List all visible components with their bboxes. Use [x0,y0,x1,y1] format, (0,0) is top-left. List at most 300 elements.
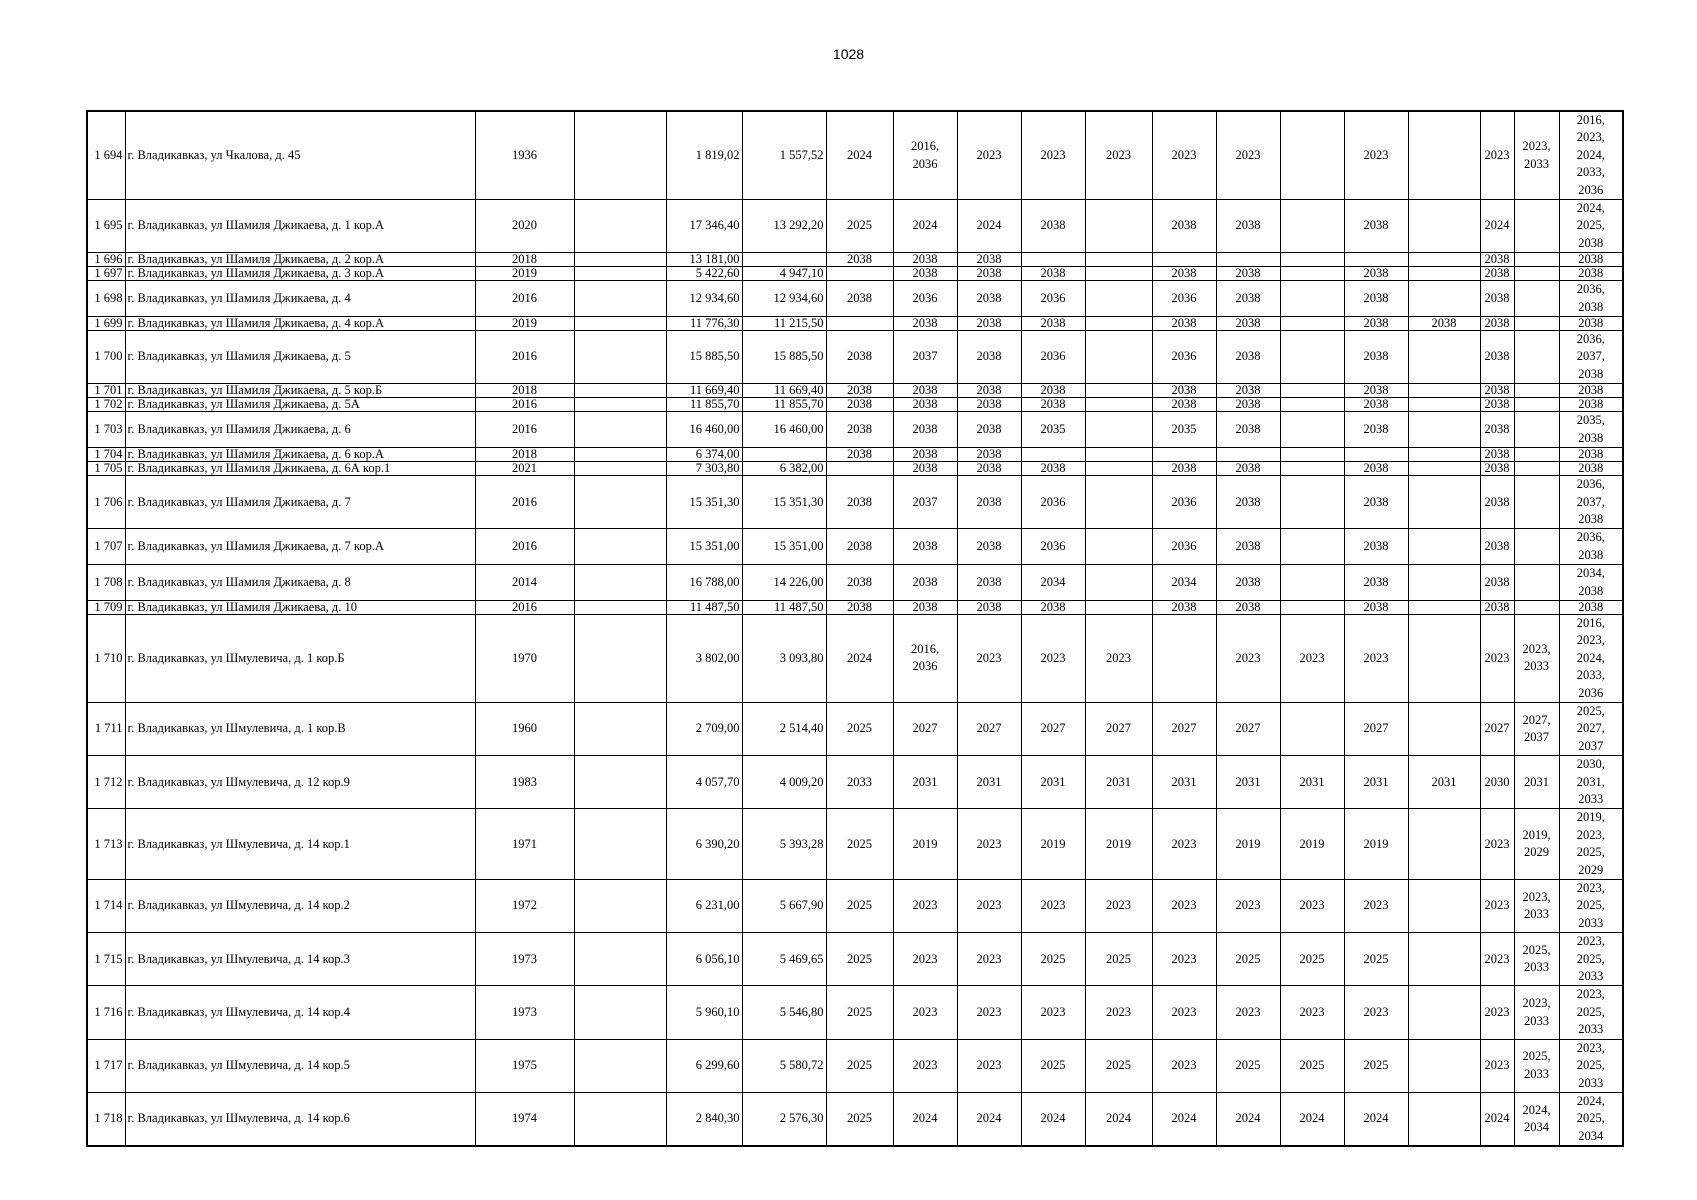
year-cell-6: 2023 [1152,111,1216,200]
year-cell-3: 2038 [957,565,1021,601]
year-cell-10 [1408,702,1480,755]
year-cell-13: 2038 [1559,462,1623,476]
year-cell-5 [1085,412,1152,448]
row-number: 1 697 [87,267,125,281]
year-cell-12: 2025, 2033 [1514,1039,1559,1092]
year-cell-13: 2036, 2038 [1559,281,1623,317]
empty-cell [574,1039,666,1092]
address-cell: г. Владикавказ, ул Шмулевича, д. 12 кор.9 [125,756,475,809]
year-cell-9: 2038 [1344,200,1408,253]
year-built-cell: 2019 [475,267,574,281]
year-cell-2: 2016, 2036 [893,614,957,702]
year-cell-1 [826,267,893,281]
address-cell: г. Владикавказ, ул Шмулевича, д. 1 кор.Б [125,614,475,702]
year-cell-2: 2024 [893,200,957,253]
living-area-cell [742,253,826,267]
year-cell-4: 2036 [1021,331,1085,384]
table-row [87,809,1623,880]
year-cell-5 [1085,448,1152,462]
year-cell-3: 2023 [957,933,1021,986]
year-cell-2: 2036 [893,281,957,317]
year-cell-7: 2023 [1216,111,1280,200]
total-area-cell: 15 351,30 [666,476,742,529]
year-cell-8: 2023 [1280,880,1344,933]
year-cell-12 [1514,267,1559,281]
living-area-cell: 4 009,20 [742,756,826,809]
row-number: 1 714 [87,880,125,933]
year-built-cell: 2019 [475,317,574,331]
year-cell-10 [1408,1092,1480,1146]
year-cell-7: 2038 [1216,200,1280,253]
year-cell-6: 2031 [1152,756,1216,809]
address-cell: г. Владикавказ, ул Шмулевича, д. 14 кор.6 [125,1092,475,1146]
year-cell-2: 2024 [893,1092,957,1146]
year-cell-2: 2038 [893,384,957,398]
year-cell-11: 2027 [1480,702,1514,755]
empty-cell [574,448,666,462]
year-cell-4: 2035 [1021,412,1085,448]
year-cell-4: 2023 [1021,880,1085,933]
year-cell-2: 2038 [893,317,957,331]
year-cell-4: 2036 [1021,476,1085,529]
year-cell-12 [1514,462,1559,476]
year-cell-3: 2038 [957,317,1021,331]
year-cell-1: 2025 [826,933,893,986]
year-cell-2: 2023 [893,933,957,986]
address-cell: г. Владикавказ, ул Шамиля Джикаева, д. 6 кор.А [125,448,475,462]
total-area-cell: 5 422,60 [666,267,742,281]
year-cell-8 [1280,267,1344,281]
year-cell-5 [1085,529,1152,565]
year-cell-3: 2023 [957,111,1021,200]
year-cell-9: 2025 [1344,1039,1408,1092]
year-cell-5: 2027 [1085,702,1152,755]
year-cell-8 [1280,462,1344,476]
year-cell-9: 2038 [1344,462,1408,476]
total-area-cell: 15 885,50 [666,331,742,384]
table-row [87,384,1623,398]
year-cell-8: 2019 [1280,809,1344,880]
address-cell: г. Владикавказ, ул Шамиля Джикаева, д. 2 кор.А [125,253,475,267]
living-area-cell: 4 947,10 [742,267,826,281]
year-cell-5: 2023 [1085,986,1152,1039]
year-cell-9: 2023 [1344,111,1408,200]
table-row [87,1092,1623,1146]
year-cell-3: 2024 [957,1092,1021,1146]
total-area-cell: 16 460,00 [666,412,742,448]
year-cell-13: 2030, 2031, 2033 [1559,756,1623,809]
total-area-cell: 15 351,00 [666,529,742,565]
row-number: 1 707 [87,529,125,565]
year-cell-8 [1280,317,1344,331]
year-cell-8 [1280,412,1344,448]
year-cell-1: 2024 [826,111,893,200]
year-cell-11: 2038 [1480,412,1514,448]
year-cell-5 [1085,384,1152,398]
year-cell-11: 2038 [1480,267,1514,281]
year-cell-10 [1408,809,1480,880]
year-cell-8 [1280,476,1344,529]
address-cell: г. Владикавказ, ул Шамиля Джикаева, д. 4 кор.А [125,317,475,331]
year-cell-11: 2038 [1480,331,1514,384]
year-cell-13: 2038 [1559,317,1623,331]
year-cell-3: 2038 [957,476,1021,529]
year-built-cell: 2016 [475,476,574,529]
address-cell: г. Владикавказ, ул Чкалова, д. 45 [125,111,475,200]
year-cell-12 [1514,384,1559,398]
year-cell-6: 2038 [1152,200,1216,253]
table-row [87,565,1623,601]
year-cell-9: 2038 [1344,600,1408,614]
year-cell-4: 2036 [1021,281,1085,317]
year-cell-6: 2023 [1152,880,1216,933]
year-cell-13: 2023, 2025, 2033 [1559,986,1623,1039]
table-row [87,1039,1623,1092]
year-cell-13: 2038 [1559,600,1623,614]
year-cell-12 [1514,200,1559,253]
year-cell-13: 2023, 2025, 2033 [1559,880,1623,933]
year-cell-4: 2025 [1021,933,1085,986]
year-cell-6: 2034 [1152,565,1216,601]
living-area-cell: 11 215,50 [742,317,826,331]
year-cell-5: 2025 [1085,933,1152,986]
address-cell: г. Владикавказ, ул Шамиля Джикаева, д. 5 кор.Б [125,384,475,398]
year-cell-8 [1280,281,1344,317]
table-row [87,880,1623,933]
year-cell-6: 2035 [1152,412,1216,448]
year-cell-1: 2025 [826,880,893,933]
total-area-cell: 6 056,10 [666,933,742,986]
year-cell-4: 2025 [1021,1039,1085,1092]
year-cell-6: 2038 [1152,384,1216,398]
year-cell-3: 2024 [957,200,1021,253]
year-cell-13: 2024, 2025, 2034 [1559,1092,1623,1146]
year-cell-12 [1514,331,1559,384]
year-cell-10 [1408,933,1480,986]
row-number: 1 698 [87,281,125,317]
year-cell-11: 2038 [1480,317,1514,331]
year-cell-1: 2024 [826,614,893,702]
address-cell: г. Владикавказ, ул Шамиля Джикаева, д. 1 кор.А [125,200,475,253]
register-body [87,111,1623,1146]
empty-cell [574,111,666,200]
year-cell-1: 2025 [826,809,893,880]
year-cell-2: 2038 [893,398,957,412]
year-cell-3: 2023 [957,986,1021,1039]
year-cell-11: 2023 [1480,933,1514,986]
year-cell-5: 2023 [1085,880,1152,933]
row-number: 1 702 [87,398,125,412]
year-cell-3: 2038 [957,462,1021,476]
year-cell-4: 2034 [1021,565,1085,601]
year-cell-12: 2024, 2034 [1514,1092,1559,1146]
year-cell-4: 2019 [1021,809,1085,880]
year-cell-6: 2038 [1152,398,1216,412]
year-cell-13: 2016, 2023, 2024, 2033, 2036 [1559,614,1623,702]
table-row [87,476,1623,529]
empty-cell [574,398,666,412]
year-cell-1: 2038 [826,331,893,384]
empty-cell [574,600,666,614]
year-cell-2: 2019 [893,809,957,880]
year-cell-2: 2016, 2036 [893,111,957,200]
year-cell-3: 2023 [957,880,1021,933]
year-cell-5: 2023 [1085,614,1152,702]
year-cell-9: 2027 [1344,702,1408,755]
year-cell-12 [1514,281,1559,317]
year-cell-3: 2038 [957,412,1021,448]
year-built-cell: 2016 [475,281,574,317]
empty-cell [574,986,666,1039]
address-cell: г. Владикавказ, ул Шмулевича, д. 14 кор.2 [125,880,475,933]
year-cell-10 [1408,614,1480,702]
table-row [87,614,1623,702]
living-area-cell: 16 460,00 [742,412,826,448]
empty-cell [574,412,666,448]
table-row [87,448,1623,462]
empty-cell [574,880,666,933]
year-cell-13: 2036, 2037, 2038 [1559,331,1623,384]
year-cell-7: 2038 [1216,281,1280,317]
year-cell-4: 2023 [1021,986,1085,1039]
year-cell-4 [1021,253,1085,267]
year-cell-4: 2038 [1021,600,1085,614]
year-cell-7: 2025 [1216,1039,1280,1092]
empty-cell [574,200,666,253]
year-cell-3: 2023 [957,614,1021,702]
year-cell-8: 2025 [1280,1039,1344,1092]
table-row [87,462,1623,476]
address-cell: г. Владикавказ, ул Шмулевича, д. 14 кор.5 [125,1039,475,1092]
year-cell-12: 2027, 2037 [1514,702,1559,755]
year-cell-3: 2038 [957,384,1021,398]
year-cell-10 [1408,476,1480,529]
row-number: 1 717 [87,1039,125,1092]
year-cell-4: 2031 [1021,756,1085,809]
year-cell-7: 2038 [1216,476,1280,529]
year-cell-2: 2038 [893,448,957,462]
total-area-cell: 11 776,30 [666,317,742,331]
empty-cell [574,809,666,880]
year-cell-9: 2038 [1344,281,1408,317]
year-cell-6: 2036 [1152,476,1216,529]
living-area-cell: 13 292,20 [742,200,826,253]
total-area-cell: 5 960,10 [666,986,742,1039]
year-cell-4: 2038 [1021,462,1085,476]
year-cell-10 [1408,412,1480,448]
table-row [87,253,1623,267]
year-cell-13: 2023, 2025, 2033 [1559,1039,1623,1092]
year-built-cell: 1974 [475,1092,574,1146]
year-cell-9: 2038 [1344,267,1408,281]
living-area-cell: 11 487,50 [742,600,826,614]
year-cell-7: 2023 [1216,986,1280,1039]
living-area-cell: 5 393,28 [742,809,826,880]
year-cell-1: 2038 [826,476,893,529]
empty-cell [574,614,666,702]
year-cell-1: 2038 [826,565,893,601]
year-cell-8 [1280,702,1344,755]
year-cell-9: 2038 [1344,331,1408,384]
year-cell-2: 2023 [893,1039,957,1092]
living-area-cell: 15 351,00 [742,529,826,565]
year-cell-2: 2037 [893,331,957,384]
page-number: 1028 [832,46,865,62]
year-cell-13: 2023, 2025, 2033 [1559,933,1623,986]
living-area-cell: 12 934,60 [742,281,826,317]
total-area-cell: 6 231,00 [666,880,742,933]
row-number: 1 708 [87,565,125,601]
year-cell-6: 2038 [1152,267,1216,281]
year-cell-13: 2038 [1559,384,1623,398]
empty-cell [574,384,666,398]
year-cell-9: 2038 [1344,529,1408,565]
year-cell-1: 2038 [826,412,893,448]
year-cell-7: 2031 [1216,756,1280,809]
table-row [87,529,1623,565]
living-area-cell: 15 885,50 [742,331,826,384]
year-cell-2: 2038 [893,253,957,267]
year-cell-11: 2024 [1480,200,1514,253]
year-cell-8: 2023 [1280,986,1344,1039]
year-cell-9: 2038 [1344,412,1408,448]
table-row [87,317,1623,331]
living-area-cell: 5 546,80 [742,986,826,1039]
row-number: 1 694 [87,111,125,200]
year-cell-11: 2023 [1480,1039,1514,1092]
year-cell-6 [1152,614,1216,702]
year-cell-10 [1408,384,1480,398]
year-built-cell: 2016 [475,529,574,565]
year-cell-10 [1408,253,1480,267]
year-cell-12: 2023, 2033 [1514,614,1559,702]
year-cell-1: 2038 [826,253,893,267]
address-cell: г. Владикавказ, ул Шамиля Джикаева, д. 5 [125,331,475,384]
row-number: 1 712 [87,756,125,809]
total-area-cell: 6 390,20 [666,809,742,880]
year-cell-5 [1085,317,1152,331]
row-number: 1 703 [87,412,125,448]
year-built-cell: 2020 [475,200,574,253]
year-built-cell: 2016 [475,412,574,448]
year-cell-9: 2025 [1344,933,1408,986]
year-cell-6: 2027 [1152,702,1216,755]
year-cell-11: 2024 [1480,1092,1514,1146]
total-area-cell: 4 057,70 [666,756,742,809]
living-area-cell: 6 382,00 [742,462,826,476]
living-area-cell [742,448,826,462]
table-row [87,986,1623,1039]
table-row [87,267,1623,281]
year-cell-11: 2023 [1480,986,1514,1039]
year-cell-1: 2038 [826,600,893,614]
empty-cell [574,529,666,565]
year-cell-9 [1344,253,1408,267]
year-cell-5: 2023 [1085,111,1152,200]
year-cell-7: 2038 [1216,600,1280,614]
year-cell-9: 2023 [1344,880,1408,933]
year-cell-9: 2038 [1344,317,1408,331]
total-area-cell: 16 788,00 [666,565,742,601]
year-cell-12 [1514,448,1559,462]
total-area-cell: 12 934,60 [666,281,742,317]
year-cell-12 [1514,253,1559,267]
year-cell-10 [1408,200,1480,253]
year-cell-12 [1514,412,1559,448]
year-cell-1: 2025 [826,986,893,1039]
year-cell-3: 2038 [957,600,1021,614]
year-cell-4: 2038 [1021,200,1085,253]
year-cell-11: 2038 [1480,529,1514,565]
year-cell-7: 2027 [1216,702,1280,755]
year-cell-11: 2023 [1480,809,1514,880]
table-row [87,281,1623,317]
living-area-cell: 15 351,30 [742,476,826,529]
year-cell-13: 2036, 2037, 2038 [1559,476,1623,529]
row-number: 1 715 [87,933,125,986]
year-cell-8 [1280,565,1344,601]
year-cell-11: 2038 [1480,384,1514,398]
year-cell-13: 2038 [1559,253,1623,267]
total-area-cell: 3 802,00 [666,614,742,702]
year-cell-3: 2027 [957,702,1021,755]
address-cell: г. Владикавказ, ул Шмулевича, д. 14 кор.4 [125,986,475,1039]
year-cell-13: 2038 [1559,448,1623,462]
year-cell-4: 2038 [1021,317,1085,331]
year-cell-3: 2023 [957,809,1021,880]
total-area-cell: 1 819,02 [666,111,742,200]
year-cell-5 [1085,565,1152,601]
year-cell-11: 2038 [1480,476,1514,529]
year-cell-8 [1280,529,1344,565]
year-cell-12 [1514,600,1559,614]
year-built-cell: 2016 [475,600,574,614]
empty-cell [574,462,666,476]
year-cell-12 [1514,398,1559,412]
total-area-cell: 6 299,60 [666,1039,742,1092]
year-cell-6: 2023 [1152,933,1216,986]
table-row [87,600,1623,614]
year-cell-3: 2038 [957,267,1021,281]
year-built-cell: 1971 [475,809,574,880]
year-cell-10 [1408,398,1480,412]
year-cell-1: 2025 [826,702,893,755]
year-cell-7: 2038 [1216,462,1280,476]
table-row [87,398,1623,412]
table-row [87,702,1623,755]
year-cell-7 [1216,448,1280,462]
year-cell-1: 2038 [826,529,893,565]
year-cell-8 [1280,448,1344,462]
empty-cell [574,476,666,529]
year-cell-11: 2038 [1480,398,1514,412]
empty-cell [574,565,666,601]
total-area-cell: 11 669,40 [666,384,742,398]
living-area-cell: 1 557,52 [742,111,826,200]
total-area-cell: 6 374,00 [666,448,742,462]
living-area-cell: 2 514,40 [742,702,826,755]
address-cell: г. Владикавказ, ул Шамиля Джикаева, д. 5А [125,398,475,412]
year-cell-7: 2038 [1216,331,1280,384]
year-cell-7 [1216,253,1280,267]
table-row [87,933,1623,986]
year-cell-8: 2023 [1280,614,1344,702]
year-cell-9: 2024 [1344,1092,1408,1146]
row-number: 1 713 [87,809,125,880]
row-number: 1 699 [87,317,125,331]
housing-register-table [86,110,1624,1147]
living-area-cell: 5 580,72 [742,1039,826,1092]
